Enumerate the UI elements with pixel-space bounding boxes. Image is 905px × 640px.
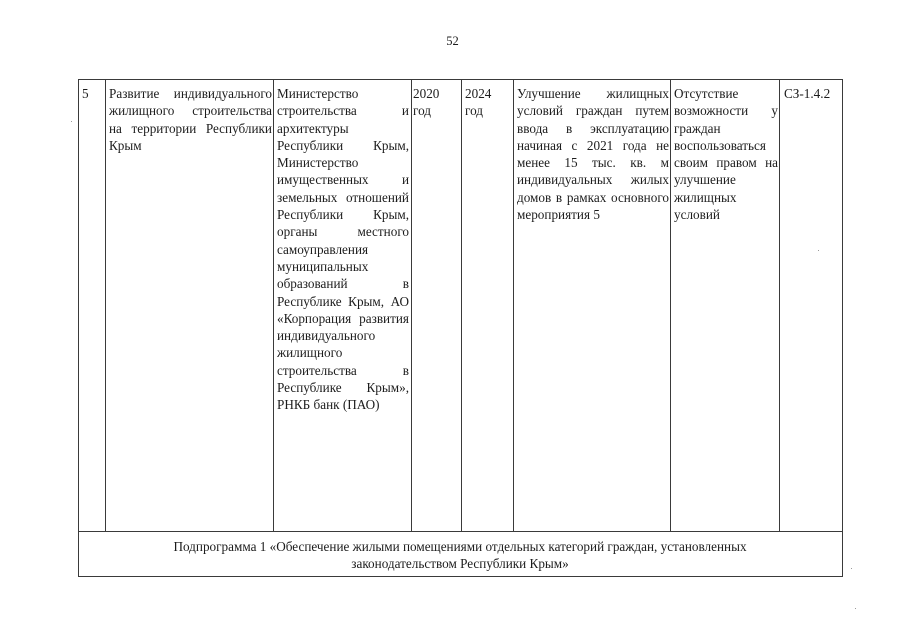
- column-divider: [513, 79, 514, 531]
- scan-speck: [818, 250, 819, 251]
- column-divider: [105, 79, 106, 531]
- scan-speck: [71, 121, 72, 122]
- end-year-cell: 2024 год: [465, 86, 492, 119]
- start-year-cell: 2020 год: [413, 86, 440, 119]
- scan-speck: [851, 568, 852, 569]
- column-divider: [670, 79, 671, 531]
- page-number: 52: [446, 34, 459, 48]
- column-divider: [273, 79, 274, 531]
- scan-speck: [855, 608, 856, 609]
- row-number-cell: 5: [82, 86, 89, 101]
- indicator-link-cell: СЗ-1.4.2: [784, 86, 831, 101]
- row-divider: [78, 531, 842, 532]
- subprogram-title: [78, 538, 842, 572]
- measure-name-cell: Развитие индивидуального жилищного строительства на территории Республики Крым: [109, 86, 272, 153]
- executors-cell: Министерство строительства и архитектуры Республики Крым, Министерство имущественных и земельных отношений Республики Крым, органы местного самоуправления муниципальных образований в Республике Крым, АО «Корпорация развития индивидуального жилищного строительства в Республике Крым», РНКБ банк (ПАО): [277, 86, 409, 413]
- column-divider: [411, 79, 412, 531]
- column-divider: [461, 79, 462, 531]
- subprogram-title-text: Подпрограмма 1 «Обеспечение жилыми помещениями отдельных категорий граждан, установленных законодательством Республики Крым»: [173, 539, 747, 571]
- expected-result-cell: Улучшение жилищных условий граждан путем ввода в эксплуатацию начиная с 2021 года не менее 15 тыс. кв. м индивидуальных жилых домов в рамках основного мероприятия 5: [517, 86, 669, 223]
- column-divider: [779, 79, 780, 531]
- program-measures-table: [78, 79, 842, 576]
- consequences-cell: Отсутствие возможности у граждан воспользоваться своим правом на улучшение жилищных условий: [674, 86, 778, 223]
